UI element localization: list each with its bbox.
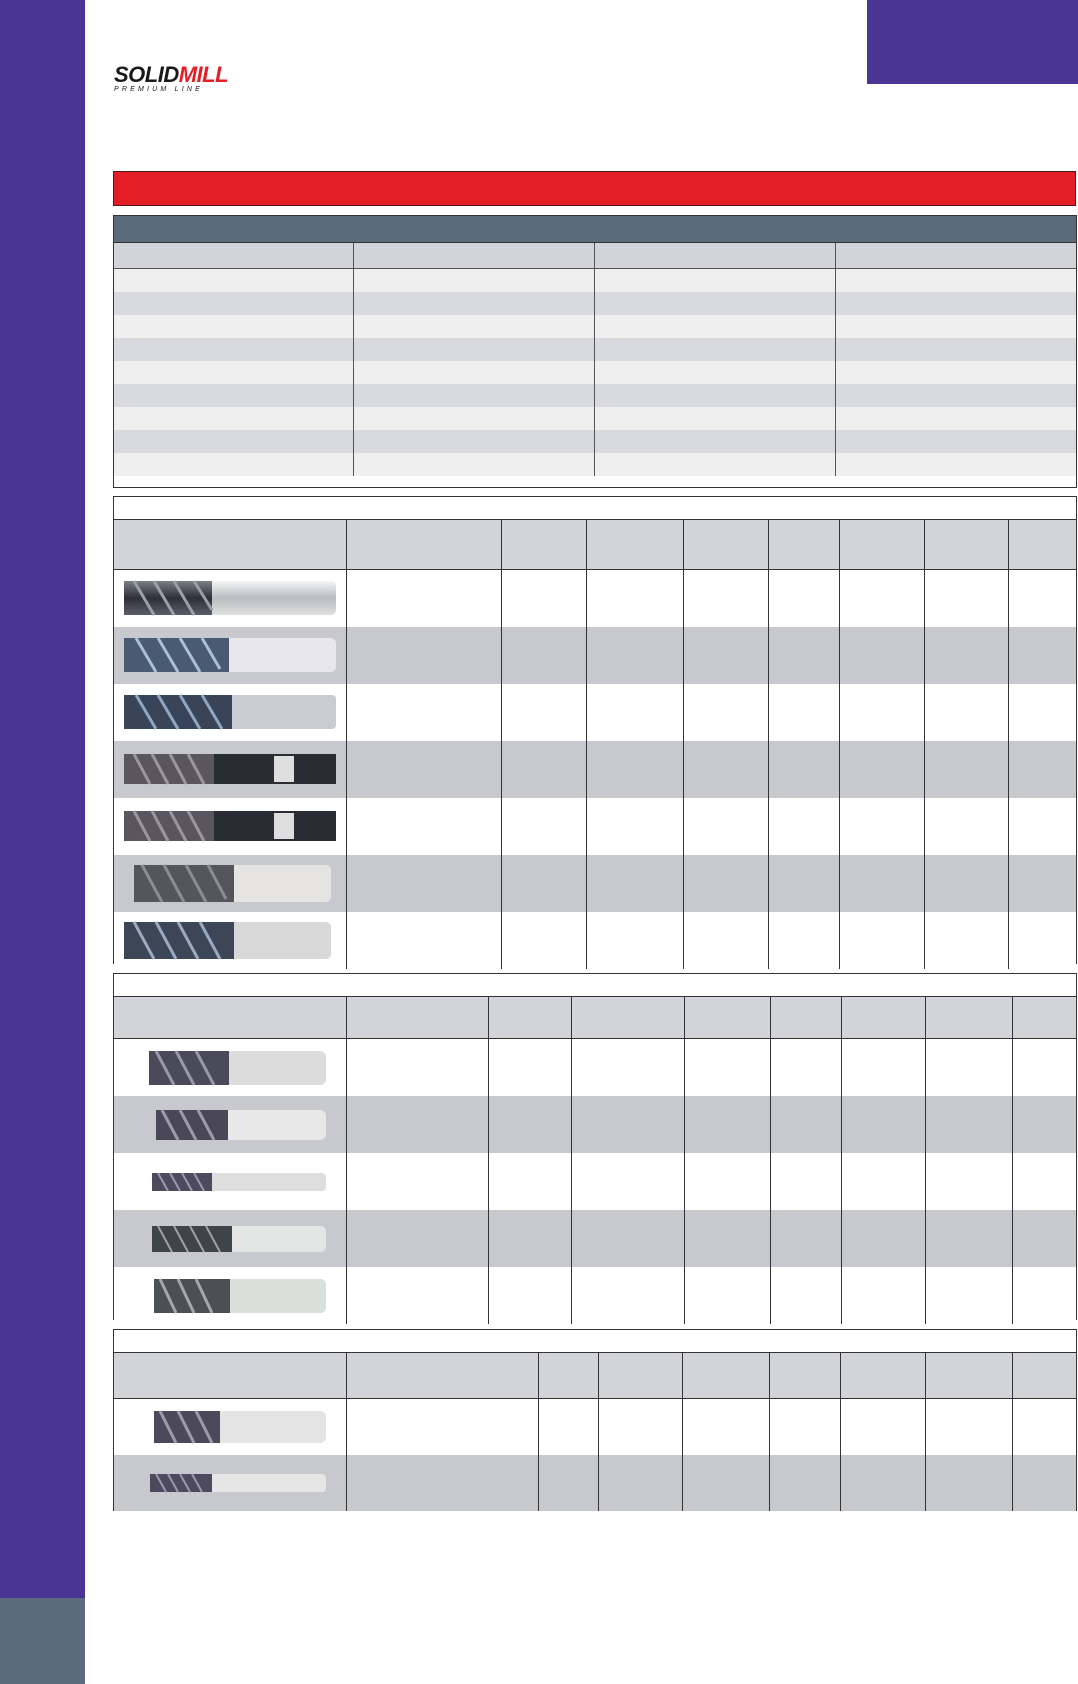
- column-header: [346, 997, 488, 1038]
- spec-col-1: [114, 243, 354, 269]
- product-table: [114, 1353, 1076, 1511]
- end-mill-icon: [114, 741, 346, 798]
- spec-col-2: [353, 243, 594, 269]
- end-mill-icon: [114, 1267, 346, 1324]
- end-mill-image: [114, 1210, 346, 1267]
- table-row: [114, 407, 1077, 430]
- column-header: [839, 520, 924, 569]
- column-header: [501, 520, 586, 569]
- table-row: [114, 798, 1076, 855]
- end-mill-image: [114, 1455, 346, 1511]
- product-section-title: [114, 497, 1076, 520]
- end-mill-image: [114, 684, 346, 741]
- table-row: [114, 361, 1077, 384]
- page-tab: [0, 1598, 85, 1684]
- column-header: [841, 997, 925, 1038]
- column-header: [925, 1353, 1012, 1398]
- column-header: [769, 1353, 840, 1398]
- end-mill-icon: [114, 1399, 346, 1455]
- column-header: [114, 1353, 346, 1398]
- table-row: [114, 1267, 1076, 1324]
- logo-accent-text: MILL: [178, 62, 229, 87]
- table-row: [114, 684, 1076, 741]
- end-mill-icon: [114, 1153, 346, 1210]
- column-header: [598, 1353, 682, 1398]
- column-header: [571, 997, 684, 1038]
- end-mill-image: [114, 569, 346, 627]
- spec-col-3: [594, 243, 835, 269]
- logo-tagline: PREMIUM LINE: [114, 86, 203, 93]
- column-header: [684, 997, 770, 1038]
- table-row: [114, 292, 1077, 315]
- table-row: [114, 1038, 1076, 1096]
- table-row: [114, 269, 1077, 293]
- product-section-2: [113, 973, 1077, 1320]
- column-header: [682, 1353, 769, 1398]
- column-header: [346, 1353, 538, 1398]
- logo-primary-text: SOLID: [114, 62, 179, 87]
- table-row: [114, 430, 1077, 453]
- column-header: [1012, 997, 1076, 1038]
- end-mill-image: [114, 1153, 346, 1210]
- product-section-title: [114, 974, 1076, 997]
- end-mill-image: [114, 1398, 346, 1455]
- spec-table-header: [114, 216, 1077, 243]
- column-header: [488, 997, 571, 1038]
- column-header: [114, 997, 346, 1038]
- column-header: [770, 997, 841, 1038]
- table-row: [114, 569, 1076, 627]
- corner-chapter-tab: [867, 0, 1078, 84]
- column-header: [586, 520, 683, 569]
- table-row: [114, 1096, 1076, 1153]
- end-mill-icon: [114, 1210, 346, 1267]
- column-header: [840, 1353, 925, 1398]
- table-row: [114, 1398, 1076, 1455]
- table-row: [114, 338, 1077, 361]
- column-header: [683, 520, 768, 569]
- product-section-3: [113, 1329, 1077, 1511]
- product-table: [114, 520, 1076, 969]
- table-row: [114, 384, 1077, 407]
- end-mill-icon: [114, 912, 346, 969]
- column-header: [1012, 1353, 1076, 1398]
- end-mill-image: [114, 1096, 346, 1153]
- spec-col-4: [835, 243, 1077, 269]
- end-mill-icon: [114, 627, 346, 684]
- column-header: [538, 1353, 598, 1398]
- table-row: [114, 1455, 1076, 1511]
- column-header: [768, 520, 839, 569]
- table-row: [114, 453, 1077, 476]
- spec-table-column-headers: [114, 243, 1077, 269]
- brand-logo: [114, 64, 244, 94]
- table-row: [114, 741, 1076, 798]
- end-mill-icon: [114, 1039, 346, 1096]
- column-header: [924, 520, 1008, 569]
- table-row: [114, 912, 1076, 969]
- product-table: [114, 997, 1076, 1324]
- spec-table: [113, 215, 1077, 476]
- left-sidebar-band: [0, 0, 85, 1684]
- column-header: [346, 520, 501, 569]
- table-row: [114, 1153, 1076, 1210]
- end-mill-image: [114, 912, 346, 969]
- table-row: [114, 627, 1076, 684]
- end-mill-image: [114, 627, 346, 684]
- end-mill-icon: [114, 570, 346, 627]
- product-section-1: [113, 496, 1077, 964]
- end-mill-icon: [114, 684, 346, 741]
- end-mill-image: [114, 798, 346, 855]
- end-mill-icon: [114, 1096, 346, 1153]
- end-mill-icon: [114, 1455, 346, 1511]
- product-section-title: [114, 1330, 1076, 1353]
- end-mill-image: [114, 855, 346, 912]
- end-mill-icon: [114, 855, 346, 912]
- column-header: [925, 997, 1012, 1038]
- table-row: [114, 1210, 1076, 1267]
- column-header: [114, 520, 346, 569]
- column-header: [1008, 520, 1076, 569]
- end-mill-image: [114, 1267, 346, 1324]
- section-title-bar: [113, 171, 1076, 206]
- table-row: [114, 315, 1077, 338]
- end-mill-icon: [114, 798, 346, 855]
- end-mill-image: [114, 1038, 346, 1096]
- logo-wordmark: [114, 64, 244, 86]
- end-mill-image: [114, 741, 346, 798]
- table-row: [114, 855, 1076, 912]
